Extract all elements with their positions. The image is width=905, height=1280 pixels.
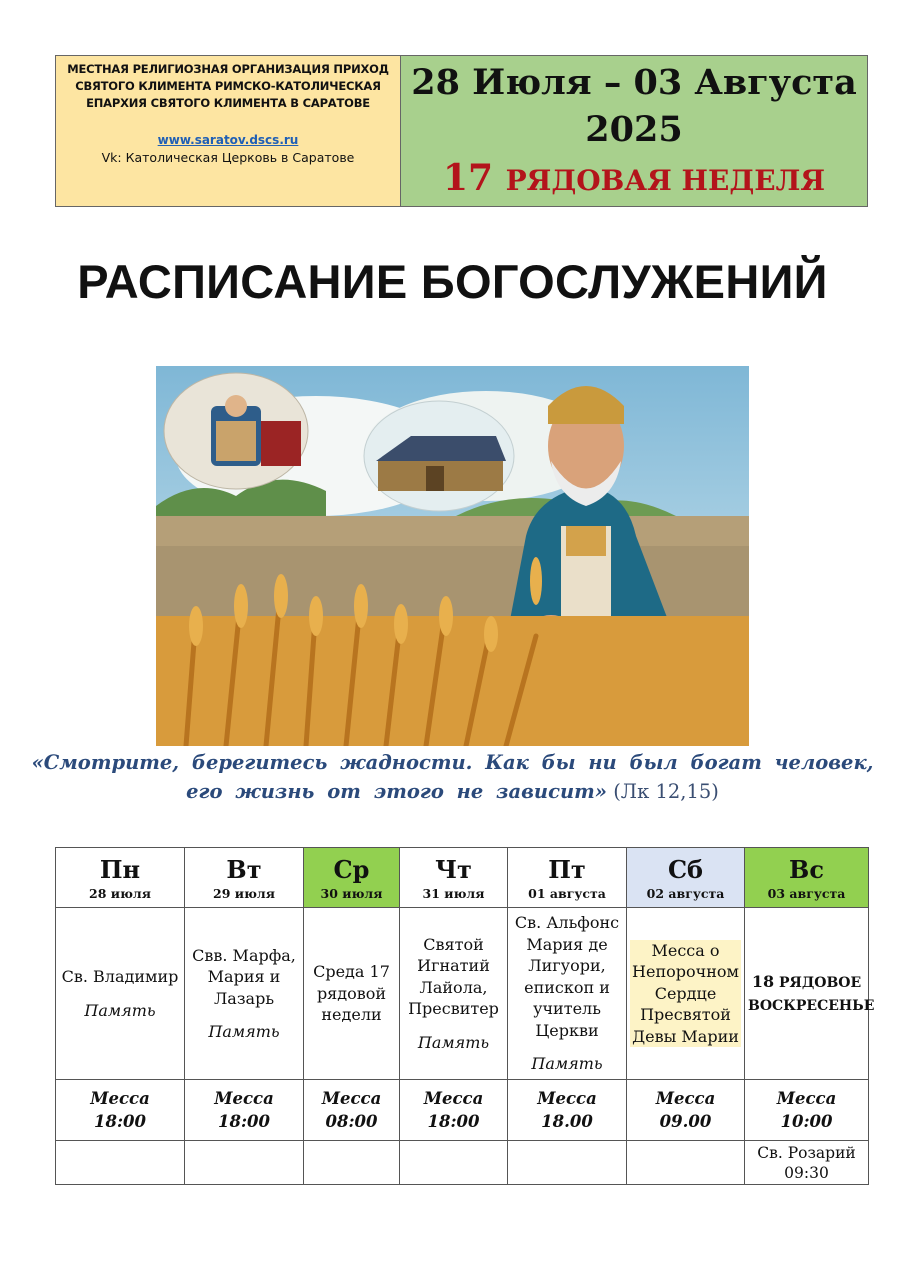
mass-label: Месса (90, 1089, 150, 1108)
extra-cell-thu (400, 1141, 508, 1185)
dates-block (401, 56, 867, 206)
feast-rank: Память (208, 1022, 280, 1041)
day-header-mon (56, 848, 185, 908)
feast-name: Св. Владимир (61, 967, 179, 986)
mass-label: Месса (423, 1089, 484, 1108)
day-name: Вт (226, 854, 262, 884)
date-range: 28 Июля – 03 Августа (411, 62, 857, 103)
mass-label: Месса (655, 1089, 716, 1108)
mass-cell-tue (185, 1080, 304, 1141)
mass-time: 18:00 (427, 1112, 480, 1131)
org-line-3: ЕПАРХИЯ СВЯТОГО КЛИМЕНТА В САРАТОВЕ (86, 96, 370, 110)
day-name: Сб (667, 854, 704, 884)
mass-cell-sun (745, 1080, 869, 1141)
mass-cell-wed (304, 1080, 400, 1141)
mass-time: 18:00 (217, 1112, 270, 1131)
day-date: 30 июля (320, 885, 383, 901)
day-header-wed (304, 848, 400, 908)
feast-cell-mon (56, 908, 185, 1080)
feast-rank: Память (84, 1000, 156, 1020)
day-name: Пт (548, 854, 586, 884)
day-date: 01 августа (528, 885, 606, 901)
feast-cell-fri (508, 908, 627, 1080)
feast-cell-wed (304, 908, 400, 1080)
feast-name: Святой Игнатий Лайола, Пресвитер (408, 934, 499, 1019)
bible-quote (0, 748, 905, 806)
feast-name: Месса о Непорочном Сердце Пресвятой Девы Марии (630, 940, 741, 1048)
schedule-table (55, 847, 875, 1185)
week-number: 17 (442, 157, 494, 199)
mass-time: 09.00 (659, 1112, 712, 1131)
day-header-thu (400, 848, 508, 908)
day-date: 02 августа (646, 885, 725, 901)
feasts-row (56, 908, 869, 1080)
extra-cell-tue (185, 1141, 304, 1185)
day-date: 03 августа (767, 885, 846, 901)
rosary-time: 09:30 (784, 1163, 829, 1182)
day-name: Вс (789, 854, 824, 884)
extra-cell-mon (56, 1141, 185, 1185)
website-link[interactable]: www.saratov.dscs.ru (157, 133, 299, 147)
day-name: Пн (99, 854, 141, 884)
feast-cell-thu (400, 908, 508, 1080)
organization-block (56, 56, 401, 206)
feast-cell-sun (745, 908, 875, 1080)
mass-cell-thu (400, 1080, 508, 1141)
feast-cell-tue (185, 908, 304, 1080)
feast-rank: Память (417, 1032, 490, 1052)
mass-time: 10:00 (780, 1112, 833, 1131)
feast-cell-sat (627, 908, 745, 1080)
mass-time: 08:00 (325, 1112, 378, 1131)
org-line-1: МЕСТНАЯ РЕЛИГИОЗНАЯ ОРГАНИЗАЦИЯ ПРИХОД (67, 62, 389, 76)
mass-row (56, 1080, 869, 1141)
feast-name: Свв. Марфа, Мария и Лазарь (192, 945, 296, 1008)
extra-row (56, 1141, 869, 1185)
day-header-sun (745, 848, 869, 908)
vk-text: Vk: Католическая Церковь в Саратове (101, 150, 355, 165)
rosary-label: Св. Розарий (757, 1143, 856, 1162)
mass-label: Месса (214, 1089, 274, 1108)
day-date: 28 июля (89, 885, 151, 901)
day-name: Чт (435, 854, 472, 884)
sunday-label: РЯДОВОЕ ВОСКРЕСЕНЬЕ (748, 974, 875, 1014)
extra-cell-sat (627, 1141, 745, 1185)
mass-label: Месса (776, 1089, 837, 1108)
parable-illustration-image (156, 366, 749, 746)
day-header-sat (627, 848, 745, 908)
page-title: РАСПИСАНИЕ БОГОСЛУЖЕНИЙ (77, 255, 828, 308)
feast-name (748, 971, 875, 1014)
quote-line-1: «Смотрите, берегитесь жадности. Как бы ни был богат человек, (31, 751, 874, 774)
day-date: 29 июля (213, 885, 275, 901)
extra-cell-sun (745, 1141, 869, 1185)
extra-cell-fri (508, 1141, 627, 1185)
days-header-row (56, 848, 869, 908)
week-title (401, 155, 867, 204)
header (55, 55, 868, 207)
org-line-2: СВЯТОГО КЛИМЕНТА РИМСКО-КАТОЛИЧЕСКАЯ (75, 79, 381, 93)
date-year: 2025 (585, 109, 683, 150)
feast-rank: Память (531, 1054, 603, 1074)
week-label: РЯДОВАЯ НЕДЕЛЯ (505, 164, 826, 197)
day-name: Ср (333, 854, 370, 884)
mass-cell-sat (627, 1080, 745, 1141)
mass-cell-fri (508, 1080, 627, 1141)
day-date: 31 июля (422, 885, 485, 901)
mass-label: Месса (537, 1089, 597, 1108)
sunday-number: 18 (751, 971, 775, 991)
extra-cell-wed (304, 1141, 400, 1185)
mass-time: 18.00 (541, 1112, 593, 1131)
mass-time: 18:00 (93, 1112, 146, 1131)
feast-name: Св. Альфонс Мария де Лигуори, епископ и учитель Церкви (514, 913, 620, 1040)
quote-reference: (Лк 12,15) (613, 780, 719, 803)
quote-line-2: его жизнь от этого не зависит» (186, 780, 607, 803)
day-header-fri (508, 848, 627, 908)
feast-name: Среда 17 рядовой недели (313, 962, 390, 1025)
mass-cell-mon (56, 1080, 185, 1141)
day-header-tue (185, 848, 304, 908)
mass-label: Месса (321, 1089, 382, 1108)
